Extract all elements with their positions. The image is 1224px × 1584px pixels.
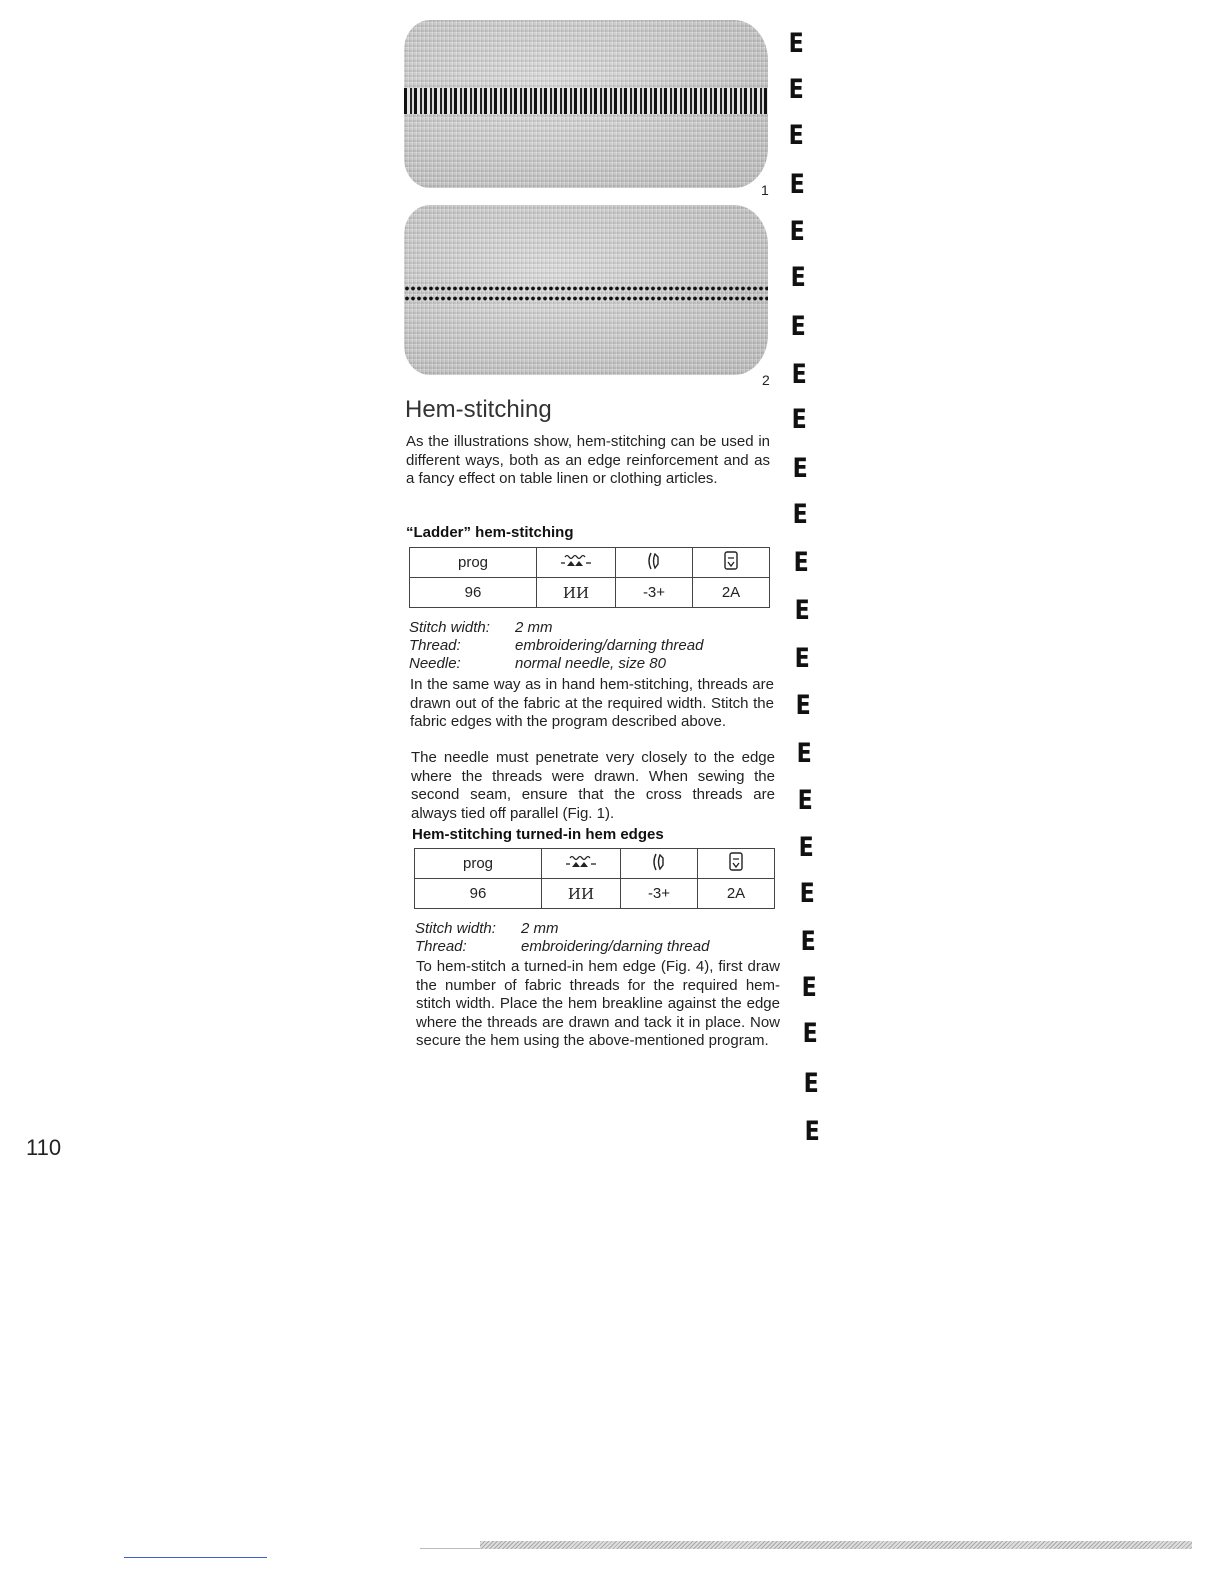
stitch-length-icon — [537, 548, 616, 578]
spec-list-turned-in — [415, 920, 709, 956]
thumb-tab-e: E — [788, 74, 804, 105]
thumb-tab-e: E — [788, 120, 804, 151]
thumb-tab-e: E — [801, 972, 817, 1003]
thumb-tab-e: E — [789, 216, 805, 247]
spec-row: Thread: embroidering/darning thread — [415, 938, 710, 955]
tension-icon — [616, 548, 693, 578]
thumb-tab-e: E — [799, 878, 815, 909]
spec-list-ladder — [409, 619, 703, 673]
figure-1-photo — [404, 20, 768, 188]
foot-icon — [728, 851, 744, 873]
spec-row: Stitch width: 2 mm — [409, 619, 553, 636]
program-number: 96 — [410, 578, 537, 608]
spec-row: Needle: normal needle, size 80 — [409, 655, 666, 672]
table-header-prog: prog — [410, 548, 537, 578]
thumb-tab-e: E — [798, 832, 814, 863]
thumb-tab-e: E — [791, 404, 807, 435]
body-paragraph-ladder-2: The needle must penetrate very closely to the edge where the threads were drawn. When sewing the second seam, ensure that the cross threads are always tied off parallel (Fig. 1). — [411, 749, 775, 822]
thumb-tab-e: E — [791, 359, 807, 390]
tension-setting: -3+ — [616, 578, 693, 608]
thumb-tab-e: E — [788, 28, 804, 59]
foot-setting: 2A — [698, 879, 775, 909]
stitch-dots-row — [404, 285, 768, 292]
thread-tension-icon — [644, 550, 664, 572]
thumb-tab-e: E — [790, 262, 806, 293]
page-number: 110 — [26, 1135, 62, 1160]
thumb-tab-e: E — [802, 1018, 818, 1049]
feed-dog-icon — [559, 551, 593, 571]
figure-2-photo — [404, 205, 768, 375]
feed-dog-icon — [564, 852, 598, 872]
settings-table-ladder — [409, 547, 770, 608]
scan-edge-strip — [480, 1541, 1192, 1549]
section-ladder-heading: “Ladder” hem-stitching — [406, 524, 574, 541]
stitch-setting: ИИ — [542, 879, 621, 909]
thumb-tab-e: E — [796, 738, 812, 769]
spec-row: Thread: embroidering/darning thread — [409, 637, 704, 654]
thumb-tab-e: E — [795, 690, 811, 721]
thumb-tab-e: E — [789, 169, 805, 200]
stitch-dots-row — [404, 295, 768, 302]
thread-tension-icon — [649, 851, 669, 873]
table-header-prog: prog — [415, 849, 542, 879]
thumb-tab-e: E — [794, 595, 810, 626]
body-paragraph-ladder: In the same way as in hand hem-stitching, threads are drawn out of the fabric at the required width. Stitch the fabric edges with the program described above. — [410, 676, 774, 731]
bottom-rule — [124, 1557, 267, 1558]
body-paragraph-turned-in: To hem-stitch a turned-in hem edge (Fig. 4), first draw the number of fabric threads for the required hem-stitch width. Place the hem breakline against the edge where the threads are drawn and tack it in place. Now secure the hem using the above-mentioned program. — [416, 958, 780, 1050]
thumb-tab-e: E — [792, 453, 808, 484]
program-number: 96 — [415, 879, 542, 909]
stitch-setting: ИИ — [537, 578, 616, 608]
thumb-tab-e: E — [794, 643, 810, 674]
thumb-tab-e: E — [793, 547, 809, 578]
figure-2-number: 2 — [762, 372, 770, 388]
spec-row: Stitch width: 2 mm — [415, 920, 559, 937]
thumb-tab-e: E — [804, 1116, 820, 1147]
page-title: Hem-stitching — [405, 396, 552, 423]
scan-line — [420, 1548, 480, 1549]
settings-table-turned-in — [414, 848, 775, 909]
presser-foot-icon — [698, 849, 775, 879]
section-turned-in-heading: Hem-stitching turned-in hem edges — [412, 826, 664, 843]
tension-icon — [621, 849, 698, 879]
thumb-tab-e: E — [800, 926, 816, 957]
tension-setting: -3+ — [621, 879, 698, 909]
figure-1-number: 1 — [761, 182, 769, 198]
thumb-tab-e: E — [790, 311, 806, 342]
foot-setting: 2A — [693, 578, 770, 608]
thumb-tab-e: E — [792, 499, 808, 530]
foot-icon — [723, 550, 739, 572]
thumb-tab-e: E — [803, 1068, 819, 1099]
thumb-tab-e: E — [797, 785, 813, 816]
stitch-length-icon — [542, 849, 621, 879]
intro-paragraph: As the illustrations show, hem-stitching can be used in different ways, both as an edge reinforcement and as a fancy effect on table linen or clothing articles. — [406, 433, 770, 488]
presser-foot-icon — [693, 548, 770, 578]
ladder-stitch-row — [404, 88, 768, 114]
